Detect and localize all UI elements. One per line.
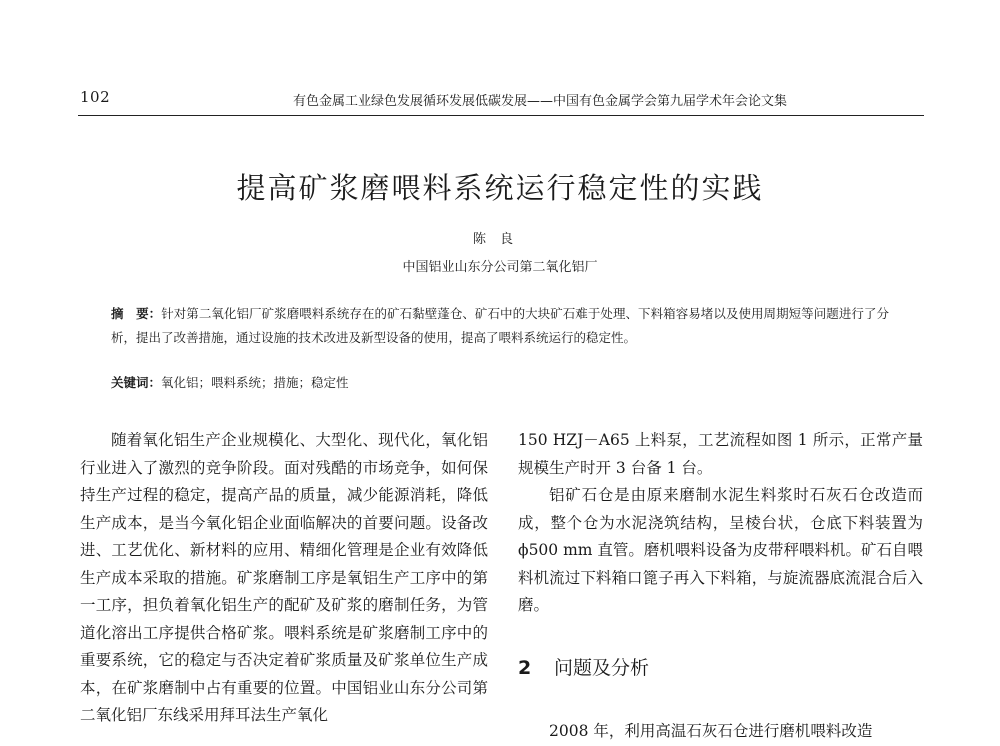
- body-paragraph: 随着氧化铝生产企业规模化、大型化、现代化，氧化铝行业进入了激烈的竞争阶段。面对残酷的市场竞争，如何保持生产过程的稳定，提高产品的质量，减少能源消耗，降低生产成本，是当今氧化铝企业面临解决的首要问题。设备改进、工艺优化、新材料的应用、精细化管理是企业有效降低生产成本采取的措施。矿浆磨制工序是氧铝生产工序中的第一工序，担负着氧化铝生产的配矿及矿浆的磨制任务，为管道化溶出工序提供合格矿浆。喂料系统是矿浆磨制工序中的重要系统，它的稳定与否决定着矿浆质量及矿浆单位生产成本，在矿浆磨制中占有重要的位置。中国铝业山东分公司第二氧化铝厂东线采用拜耳法生产氧化: [80, 431, 488, 724]
- keywords-text: 氧化铝；喂料系统；措施；稳定性: [161, 375, 349, 390]
- header-rule: [78, 115, 924, 116]
- article-title: 提高矿浆磨喂料系统运行稳定性的实践: [236, 171, 764, 205]
- body-paragraph: 2008 年，利用高温石灰石仓进行磨机喂料改造: [549, 722, 873, 740]
- abstract-text: 针对第二氧化铝厂矿浆磨喂料系统存在的矿石黏壁蓬仓、矿石中的大块矿石难于处理、下料箱容易堵以及使用周期短等问题进行了分析，提出了改善措施，通过设施的技术改进及新型设备的使用，提高了喂料系统运行的稳定性。: [111, 306, 889, 345]
- page-number: 102: [80, 88, 111, 106]
- section-title: 问题及分析: [554, 656, 650, 679]
- running-header: 有色金属工业绿色发展循环发展低碳发展——中国有色金属学会第九届学术年会论文集: [292, 94, 787, 109]
- body-paragraph-continued: 150 HZJ－A65 上料泵，工艺流程如图 1 所示，正常产量规模生产时开 3 台备 1 台。: [518, 431, 923, 477]
- keywords: [111, 373, 889, 391]
- body-paragraph: 铝矿石仓是由原来磨制水泥生料浆时石灰石仓改造而成，整个仓为水泥浇筑结构，呈棱台状，仓底下料装置为 ϕ500 mm 直管。磨机喂料设备为皮带秤喂料机。矿石自喂料机流过下料箱口篦子再入下料箱，与旋流器底流混合后入磨。: [518, 486, 923, 614]
- keywords-label: 关键词：: [111, 375, 162, 390]
- abstract: [111, 302, 889, 350]
- section-heading: [518, 655, 923, 683]
- section-number: 2: [518, 656, 532, 679]
- author-affiliation: 中国铝业山东分公司第二氧化铝厂: [402, 260, 598, 275]
- abstract-label: 摘 要：: [111, 306, 162, 321]
- body-column-left: [80, 427, 488, 730]
- author-name: 陈良: [472, 232, 527, 247]
- body-column-right: [518, 427, 923, 746]
